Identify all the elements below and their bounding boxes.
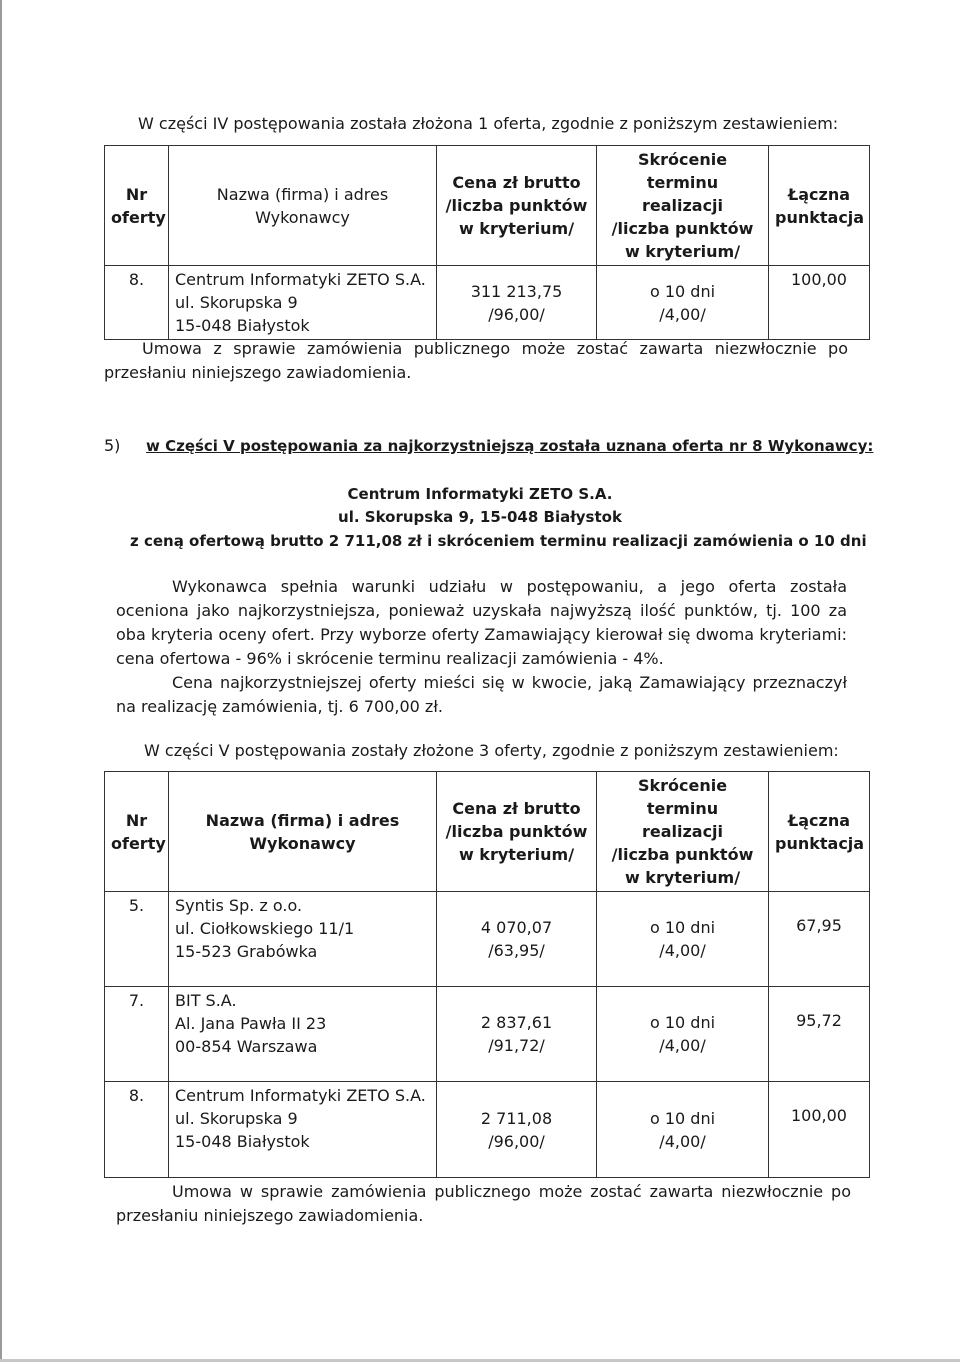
part4-intro: W części IV postępowania została złożona 1 oferta, zgodnie z poniższym zestawieniem: bbox=[138, 114, 839, 133]
part5-offers-table bbox=[104, 771, 870, 1178]
cell-term: o 10 dni /4,00/ bbox=[597, 266, 769, 340]
cell-name: BIT S.A. Al. Jana Pawła II 23 00-854 Warszawa bbox=[169, 987, 437, 1082]
cell-nr: 8. bbox=[105, 266, 169, 340]
cell-name: Syntis Sp. z o.o. ul. Ciołkowskiego 11/1 15-523 Grabówka bbox=[169, 892, 437, 987]
cell-total: 100,00 bbox=[769, 266, 870, 340]
winner-address: ul. Skorupska 9, 15-048 Białystok bbox=[338, 508, 622, 526]
cell-price: 311 213,75 /96,00/ bbox=[437, 266, 597, 340]
part5-closing: Umowa w sprawie zamówienia publicznego może zostać zawarta niezwłocznie po przesłaniu niniejszego zawiadomienia. bbox=[116, 1182, 851, 1225]
justification-paragraph: Wykonawca spełnia warunki udziału w postępowaniu, a jego oferta została oceniona jako najkorzystniejsza, ponieważ uzyskała najwyższą ilość punktów, tj. 100 za oba kryteria oceny ofert. Przy wyborze oferty Zamawiający kierował się dwoma kryteriami: cena ofertowa - 96% i skrócenie terminu realizacji zamówienia - 4%. bbox=[116, 577, 847, 668]
header-nr: Nr oferty bbox=[105, 772, 169, 892]
cell-nr: 8. bbox=[105, 1082, 169, 1178]
cell-total: 67,95 bbox=[769, 892, 870, 987]
scan-left-edge bbox=[0, 0, 2, 1362]
cell-price: 2 837,61 /91,72/ bbox=[437, 987, 597, 1082]
cell-price: 4 070,07 /63,95/ bbox=[437, 892, 597, 987]
budget-paragraph: Cena najkorzystniejszej oferty mieści się w kwocie, jaką Zamawiający przeznaczył na realizację zamówienia, tj. 6 700,00 zł. bbox=[116, 673, 847, 716]
cell-term: o 10 dni /4,00/ bbox=[597, 892, 769, 987]
part5-heading: w Części V postępowania za najkorzystniejszą została uznana oferta nr 8 Wykonawcy: bbox=[146, 437, 874, 455]
cell-term: o 10 dni /4,00/ bbox=[597, 987, 769, 1082]
header-name: Nazwa (firma) i adres Wykonawcy bbox=[169, 772, 437, 892]
cell-total: 100,00 bbox=[769, 1082, 870, 1178]
winner-name: Centrum Informatyki ZETO S.A. bbox=[347, 485, 613, 503]
cell-nr: 7. bbox=[105, 987, 169, 1082]
winner-price-line: z ceną ofertową brutto 2 711,08 zł i skróceniem terminu realizacji zamówienia o 10 dni bbox=[130, 532, 867, 550]
header-name: Nazwa (firma) i adres Wykonawcy bbox=[169, 146, 437, 266]
table-row bbox=[105, 266, 870, 340]
table-row bbox=[105, 987, 870, 1082]
cell-name: Centrum Informatyki ZETO S.A. ul. Skorupska 9 15-048 Białystok bbox=[169, 266, 437, 340]
header-total: Łączna punktacja bbox=[769, 146, 870, 266]
header-term: Skrócenie terminu realizacji /liczba punktów w kryterium/ bbox=[597, 146, 769, 266]
part5-heading-number: 5) bbox=[104, 436, 121, 455]
header-term: Skrócenie terminu realizacji /liczba punktów w kryterium/ bbox=[597, 772, 769, 892]
table-row bbox=[105, 892, 870, 987]
header-nr: Nr oferty bbox=[105, 146, 169, 266]
header-price: Cena zł brutto /liczba punktów w kryterium/ bbox=[437, 146, 597, 266]
cell-name: Centrum Informatyki ZETO S.A. ul. Skorupska 9 15-048 Białystok bbox=[169, 1082, 437, 1178]
cell-term: o 10 dni /4,00/ bbox=[597, 1082, 769, 1178]
part4-offers-table bbox=[104, 145, 870, 340]
header-total: Łączna punktacja bbox=[769, 772, 870, 892]
cell-price: 2 711,08 /96,00/ bbox=[437, 1082, 597, 1178]
cell-nr: 5. bbox=[105, 892, 169, 987]
table-row bbox=[105, 1082, 870, 1178]
table-header-row bbox=[105, 772, 870, 892]
cell-total: 95,72 bbox=[769, 987, 870, 1082]
part5-intro: W części V postępowania zostały złożone 3 oferty, zgodnie z poniższym zestawieniem: bbox=[144, 741, 839, 760]
part4-closing: Umowa z sprawie zamówienia publicznego może zostać zawarta niezwłocznie po przesłaniu niniejszego zawiadomienia. bbox=[104, 339, 848, 382]
header-price: Cena zł brutto /liczba punktów w kryterium/ bbox=[437, 772, 597, 892]
table-header-row bbox=[105, 146, 870, 266]
